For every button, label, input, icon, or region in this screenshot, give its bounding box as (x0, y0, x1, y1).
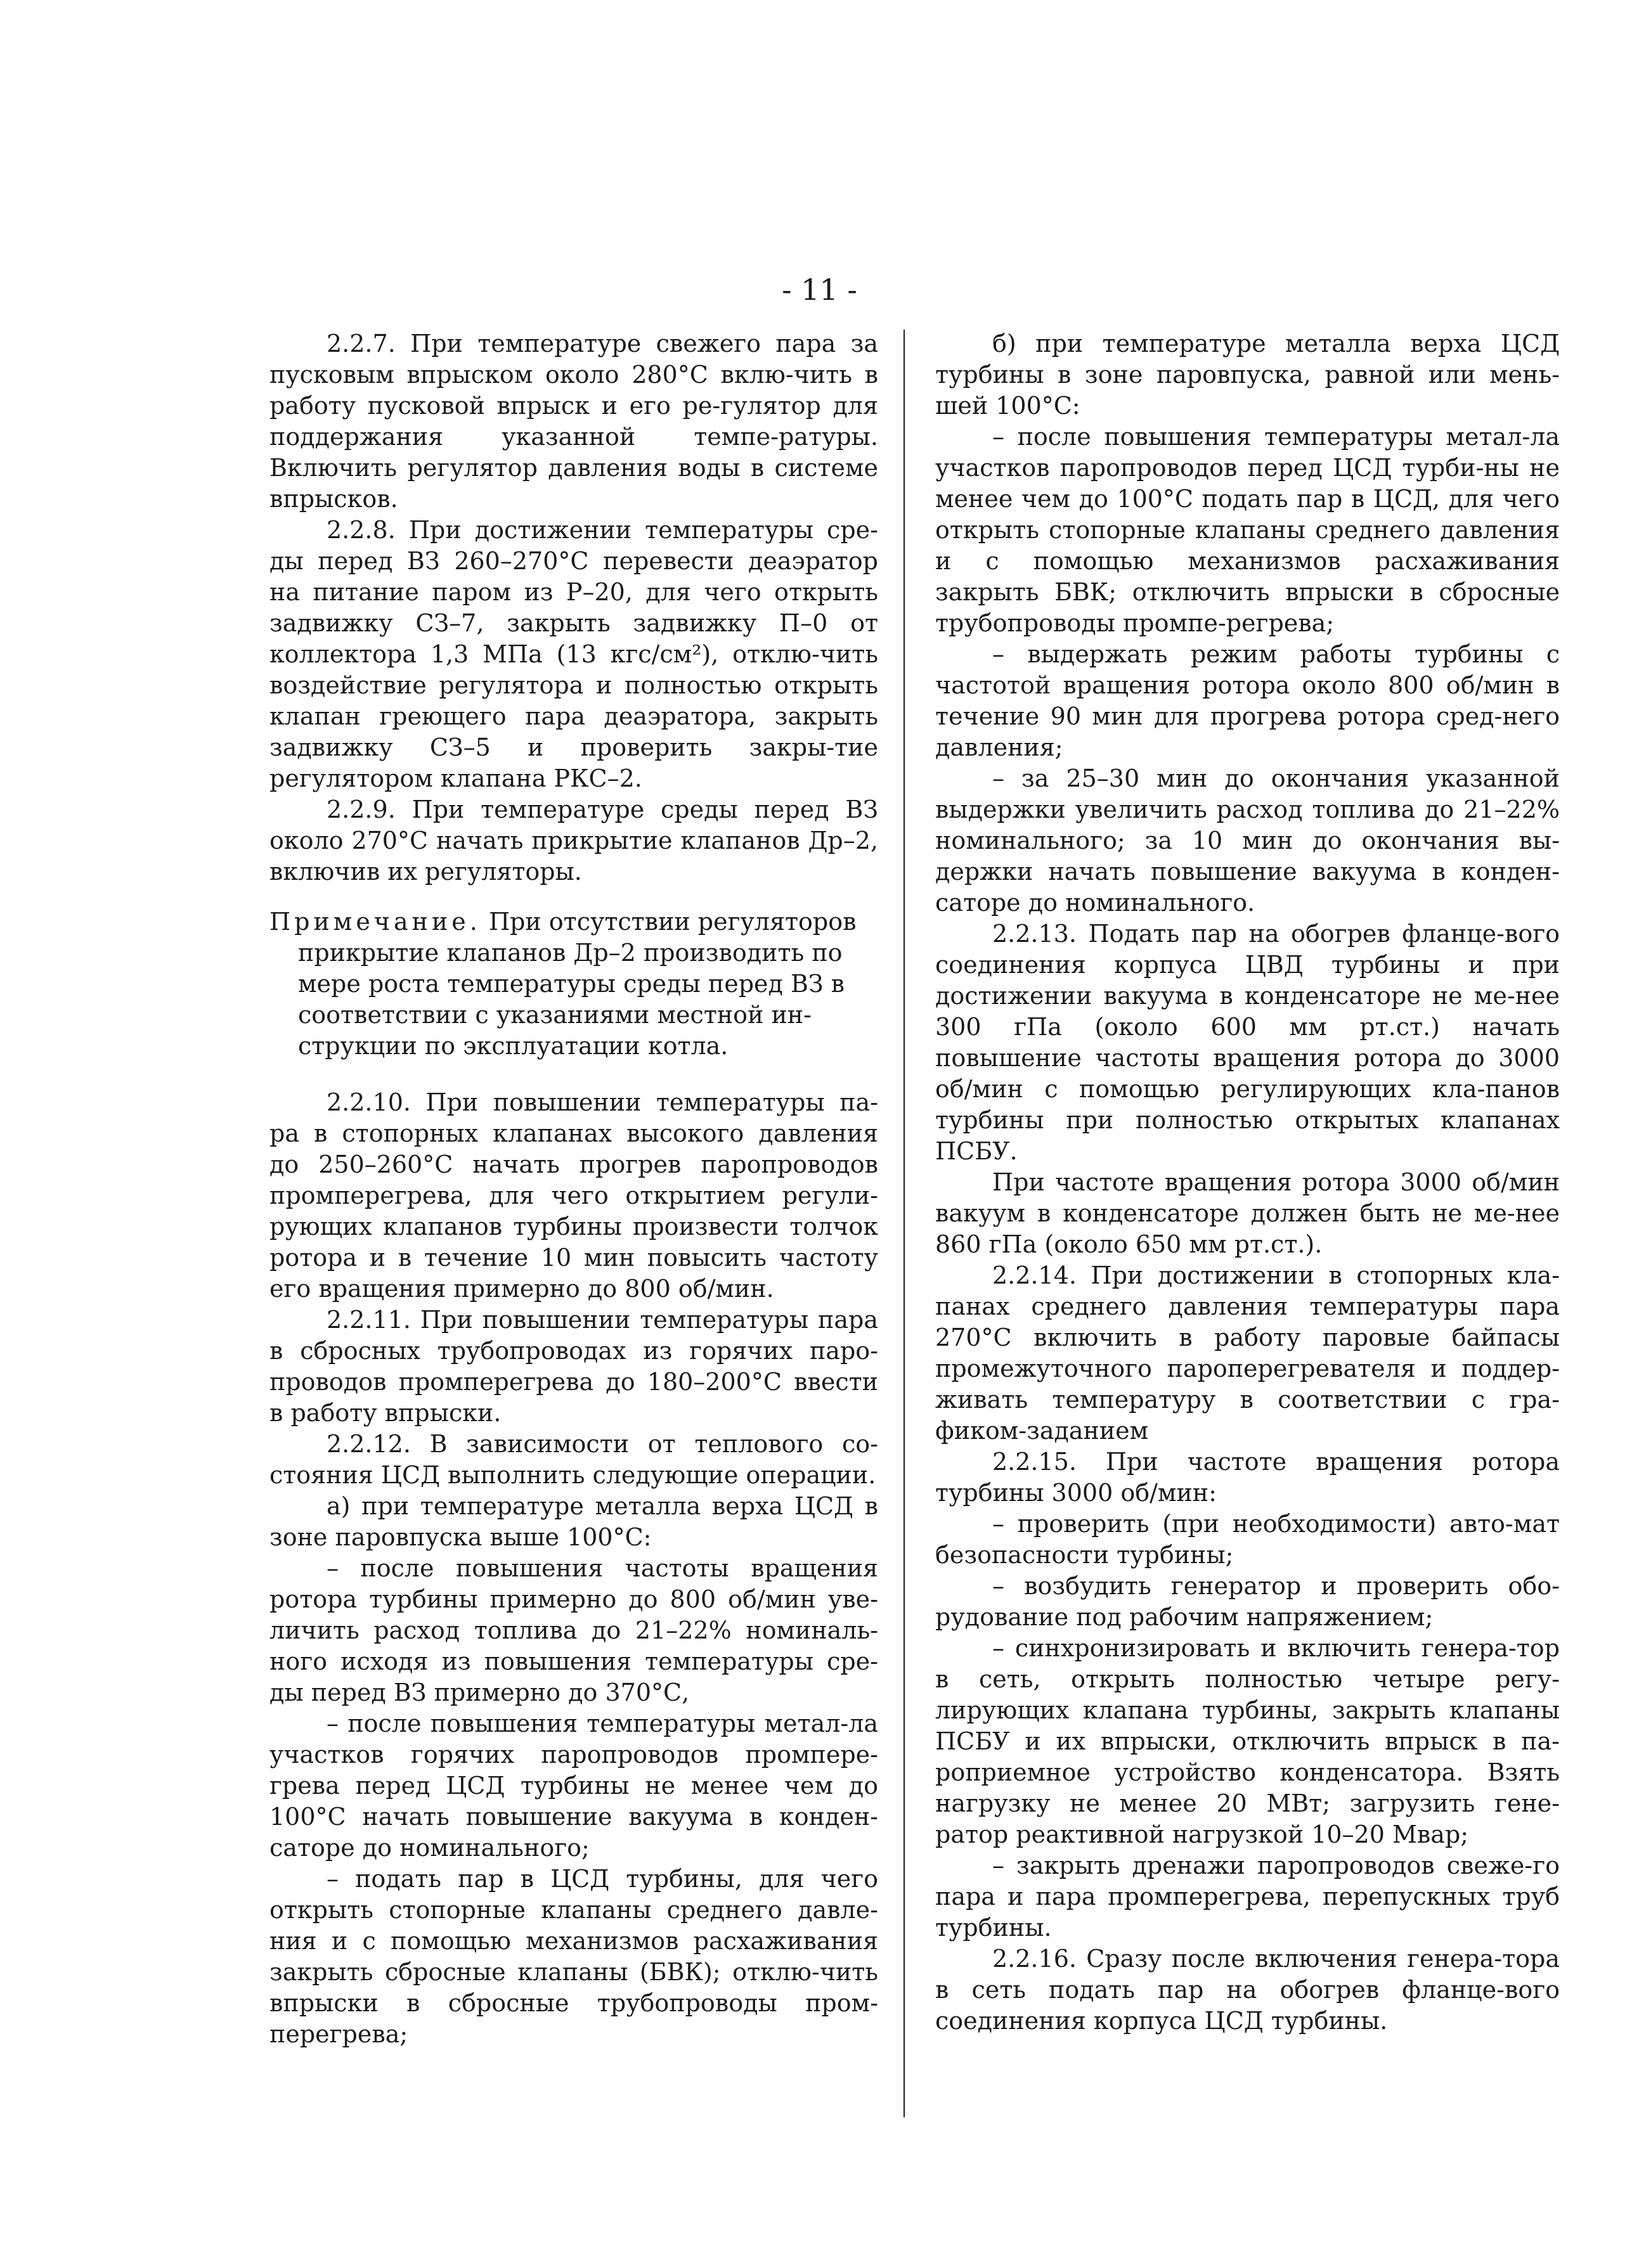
column-divider (904, 330, 905, 2117)
paragraph-a: а) при температуре металла верха ЦСД в зоне паровпуска выше 100°С: (269, 1492, 878, 1551)
page-number: - 11 - (782, 273, 857, 307)
paragraph-2-2-16: 2.2.16. Сразу после включения генера-тора в сеть подать пар на обогрев фланце-вого соединения корпуса ЦСД турбины. (935, 1945, 1560, 2035)
list-item-c4: – закрыть дренажи паропроводов свеже-го пара и пара промперегрева, перепускных труб турбины. (935, 1852, 1560, 1942)
list-item-c1: – проверить (при необходимости) авто-мат безопасности турбины; (935, 1510, 1560, 1569)
paragraph-2-2-13: 2.2.13. Подать пар на обогрев фланце-вого соединения корпуса ЦВД турбины и при достижении вакуума в конденсаторе не ме-нее 300 гПа (около 600 мм рт.ст.) начать повышение частоты вращения ротора до 3000 об/мин с помощью регулирующих кла-панов турбины при полностью открытых клапанах ПСБУ. (935, 920, 1560, 1165)
paragraph-2-2-12: 2.2.12. В зависимости от теплового со-стояния ЦСД выполнить следующие операции. (269, 1430, 878, 1489)
paragraph-2-2-11: 2.2.11. При повышении температуры пара в сбросных трубопроводах из горячих паро-проводов промперегрева до 180–200°С ввести в работу впрыски. (269, 1306, 878, 1427)
paragraph-2-2-10: 2.2.10. При повышении температуры па-ра в стопорных клапанах высокого давления до 250–260°С начать прогрев паропроводов промперегрева, для чего открытием регули-рующих клапанов турбины произвести толчок ротора и в течение 10 мин повысить частоту его вращения примерно до 800 об/мин. (269, 1088, 878, 1303)
note-label: Примечание. (269, 908, 481, 936)
left-column (269, 328, 878, 2050)
list-item-a3: – подать пар в ЦСД турбины, для чего открыть стопорные клапаны среднего давле-ния и с помощью механизмов расхаживания закрыть сбросные клапаны (БВК); отклю-чить впрыски в сбросные трубопроводы пром-перегрева; (269, 1865, 878, 2048)
list-item-b1: – после повышения температуры метал-ла участков паропроводов перед ЦСД турби-ны не менее чем до 100°С подать пар в ЦСД, для чего открыть стопорные клапаны среднего давления и с помощью механизмов расхаживания закрыть БВК; отключить впрыски в сбросные трубопроводы промпе-регрева; (935, 423, 1560, 637)
list-item-a1: – после повышения частоты вращения ротора турбины примерно до 800 об/мин уве-личить расход топлива до 21–22% номиналь-ного исходя из повышения температуры сре-ды перед ВЗ примерно до 370°С, (269, 1554, 878, 1706)
list-item-a2: – после повышения температуры метал-ла участков горячих паропроводов промпере-грева перед ЦСД турбины не менее чем до 100°С начать повышение вакуума в конден-саторе до номинального; (269, 1710, 878, 1862)
list-item-c3: – синхронизировать и включить генера-тор в сеть, открыть полностью четыре регу-лирующих клапана турбины, закрыть клапаны ПСБУ и их впрыски, отключить впрыск в па-роприемное устройство конденсатора. Взять нагрузку не менее 20 МВт; загрузить гене-ратор реактивной нагрузкой 10–20 Мвар; (935, 1634, 1560, 1848)
right-column (935, 328, 1560, 2037)
paragraph-2-2-9: 2.2.9. При температуре среды перед ВЗ около 270°С начать прикрытие клапанов Др–2, включив их регуляторы. (269, 796, 878, 886)
paragraph-frequency: При частоте вращения ротора 3000 об/мин вакуум в конденсаторе должен быть не ме-нее 860 гПа (около 650 мм рт.ст.). (935, 1168, 1560, 1258)
list-item-b3: – за 25–30 мин до окончания указанной выдержки увеличить расход топлива до 21–22% номинального; за 10 мин до окончания вы-держки начать повышение вакуума в конден-саторе до номинального. (935, 764, 1560, 917)
paragraph-2-2-8: 2.2.8. При достижении температуры сре-ды перед ВЗ 260–270°С перевести деаэратор на питание паром из Р–20, для чего открыть задвижку СЗ–7, закрыть задвижку П–0 от коллектора 1,3 МПа (13 кгс/см²), отклю-чить воздействие регулятора и полностью открыть клапан греющего пара деаэратора, закрыть задвижку СЗ–5 и проверить закры-тие регулятором клапана РКС–2. (269, 516, 878, 792)
list-item-c2: – возбудить генератор и проверить обо-рудование под рабочим напряжением; (935, 1572, 1560, 1631)
paragraph-2-2-15: 2.2.15. При частоте вращения ротора турбины 3000 об/мин: (935, 1448, 1560, 1507)
note-first-line: При отсутствии регуляторов (488, 908, 857, 936)
paragraph-2-2-7: 2.2.7. При температуре свежего пара за пусковым впрыском около 280°С вклю-чить в работу пусковой впрыск и его ре-гулятор для поддержания указанной темпе-ратуры. Включить регулятор давления воды в системе впрысков. (269, 330, 878, 513)
paragraph-2-2-14: 2.2.14. При достижении в стопорных кла-панах среднего давления температуры пара 270°С включить в работу паровые байпасы промежуточного пароперегревателя и поддер-живать температуру в соответствии с гра-фиком-заданием (935, 1261, 1560, 1445)
paragraph-b: б) при температуре металла верха ЦСД турбины в зоне паровпуска, равной или мень-шей 100°С: (935, 330, 1560, 420)
note-block (269, 906, 878, 1062)
list-item-b2: – выдержать режим работы турбины с частотой вращения ротора около 800 об/мин в течение 90 мин для прогрева ротора сред-него давления; (935, 640, 1560, 761)
note-text: прикрытие клапанов Др–2 производить по мере роста температуры среды перед ВЗ в соответствии с указаниями местной ин-струкции по эксплуатации котла. (298, 939, 845, 1060)
